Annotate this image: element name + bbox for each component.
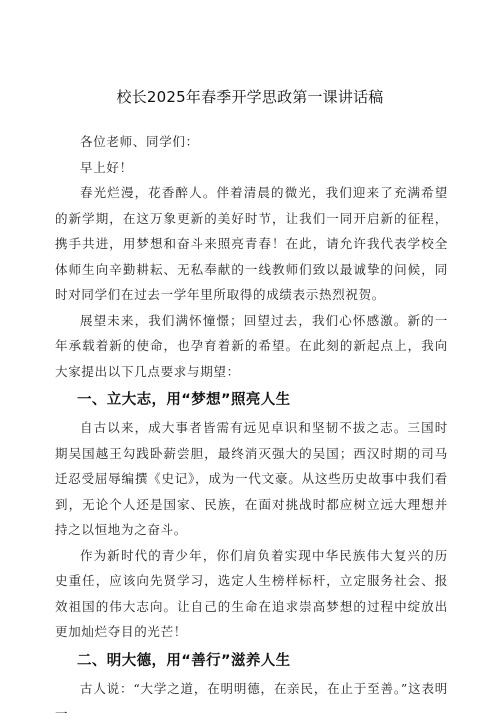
section-heading: 一、立大志，用“梦想”照亮人生 <box>77 392 291 408</box>
section-heading: 二、明大德，用“善行”滋养人生 <box>77 652 291 669</box>
paragraph: 展望未来，我们满怀憧憬；回望过去，我们心怀感激。新的一年承载着新的使命，也孕育着新的希望。在此刻的新起点上，我向大家提出以下几点要求与期望： <box>55 312 448 379</box>
paragraph: 春光烂漫，花香醉人。伴着清晨的微光，我们迎来了充满希望的新学期，在这万象更新的美好时节，让我们一同开启新的征程，携手共进，用梦想和奋斗来照亮青春！在此，请允许我代表学校全体师生向辛勤耕耘、无私奉献的一线教师们致以最诚挚的问候，同时对同学们在过去一学年里所取得的成绩表示热烈祝贺。 <box>55 185 448 302</box>
document-body <box>55 129 448 727</box>
document-title: 校长2025年春季开学思政第一课讲话稿 <box>116 88 384 106</box>
paragraph: 自古以来，成大事者皆需有远见卓识和坚韧不拔之志。三国时期吴国越王勾践卧薪尝胆，最终消灭强大的吴国；西汉时期的司马迁忍受屈辱编撰《史记》，成为一代文豪。从这些历史故事中我们看到，无论个人还是国家、民族，在面对挑战时都应树立远大理想并持之以恒地为之奋斗。 <box>55 420 448 537</box>
paragraph: 古人说：“大学之道，在明明德，在亲民，在止于至善。”这表明一 <box>55 680 448 721</box>
salutation: 早上好！ <box>80 159 133 175</box>
paragraph: 作为新时代的青少年，你们肩负着实现中华民族伟大复兴的历史重任，应该向先贤学习，选定人生榜样标杆，立定服务社会、报效祖国的伟大志向。让自己的生命在追求崇高梦想的过程中绽放出更加灿烂夺目的光芒！ <box>55 547 448 639</box>
greeting: 各位老师、同学们： <box>80 134 199 149</box>
